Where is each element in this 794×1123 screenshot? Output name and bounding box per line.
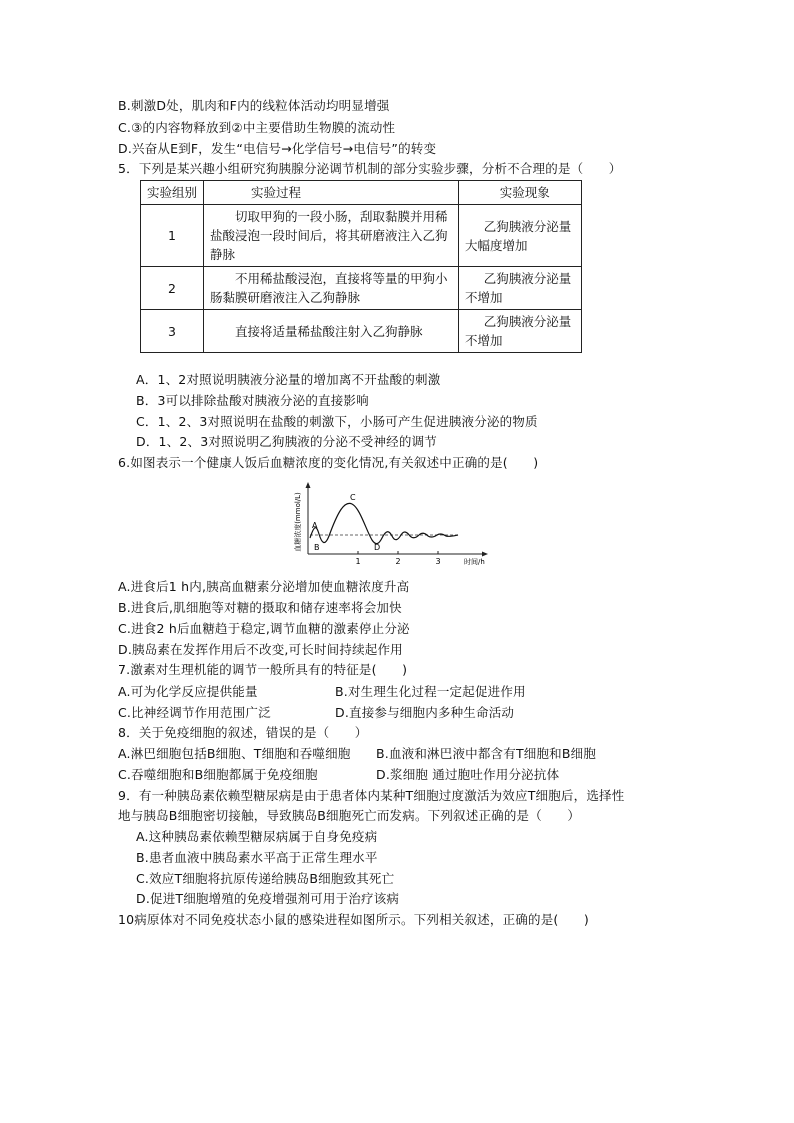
q7-stem: 7.激素对生理机能的调节一般所具有的特征是( ) — [118, 662, 408, 677]
q5-stem: 5．下列是某兴趣小组研究狗胰腺分泌调节机制的部分实验步骤，分析不合理的是（ ） — [118, 161, 622, 176]
q8-option-a: A.淋巴细胞包括B细胞、T细胞和吞噬细胞 — [118, 746, 351, 761]
q4-option-d: D.兴奋从E到F，发生“电信号→化学信号→电信号”的转变 — [118, 141, 437, 156]
q5-option-a: A．1、2对照说明胰液分泌量的增加离不开盐酸的刺激 — [136, 372, 441, 387]
q6-option-d: D.胰岛素在发挥作用后不改变,可长时间持续起作用 — [118, 642, 403, 657]
q8-option-c: C.吞噬细胞和B细胞都属于免疫细胞 — [118, 767, 318, 782]
q9-option-c: C.效应T细胞将抗原传递给胰岛B细胞致其死亡 — [136, 871, 395, 886]
q9-option-a: A.这种胰岛素依赖型糖尿病属于自身免疫病 — [136, 829, 378, 844]
q5-option-d: D．1、2、3对照说明乙狗胰液的分泌不受神经的调节 — [136, 434, 437, 449]
q6-option-c: C.进食2 h后血糖趋于稳定,调节血糖的激素停止分泌 — [118, 621, 410, 636]
q9-stem-line2: 地与胰岛B细胞密切接触，导致胰岛B细胞死亡而发病。下列叙述正确的是（ ） — [118, 808, 581, 823]
row-group: 3 — [141, 310, 204, 353]
glucose-curve — [310, 503, 458, 543]
header-group: 实验组别 — [141, 181, 204, 205]
q9-option-d: D.促进T细胞增殖的免疫增强剂可用于治疗该病 — [136, 891, 400, 906]
x-tick-label: 1 — [355, 557, 361, 566]
row-process: 切取甲狗的一段小肠，刮取黏膜并用稀盐酸浸泡一段时间后，将其研磨液注入乙狗静脉 — [204, 205, 459, 267]
row-process: 不用稀盐酸浸泡，直接将等量的甲狗小肠黏膜研磨液注入乙狗静脉 — [204, 267, 459, 310]
header-process: 实验过程 — [204, 181, 459, 205]
q4-option-b: B.刺激D处，肌肉和F内的线粒体活动均明显增强 — [118, 98, 390, 113]
row-result: 乙狗胰液分泌量大幅度增加 — [459, 205, 582, 267]
y-axis-arrow — [306, 482, 311, 488]
q8-stem: 8．关于免疫细胞的叙述，错误的是（ ） — [118, 725, 368, 740]
point-d-label: D — [374, 543, 381, 552]
q9-stem-line1: 9．有一种胰岛素依赖型糖尿病是由于患者体内某种T细胞过度激活为效应T细胞后，选择性 — [118, 788, 625, 803]
row-group: 1 — [141, 205, 204, 267]
q7-option-c: C.比神经调节作用范围广泛 — [118, 705, 271, 720]
row-group: 2 — [141, 267, 204, 310]
q4-option-c: C.③的内容物释放到②中主要借助生物膜的流动性 — [118, 120, 396, 135]
q7-option-b: B.对生理生化过程一定起促进作用 — [335, 684, 526, 699]
q8-option-b: B.血液和淋巴液中都含有T细胞和B细胞 — [376, 746, 597, 761]
x-axis-arrow — [482, 552, 488, 557]
q7-option-a: A.可为化学反应提供能量 — [118, 684, 258, 699]
table-header-row — [141, 181, 582, 205]
row-process: 直接将适量稀盐酸注射入乙狗静脉 — [204, 310, 459, 353]
table-row — [141, 205, 582, 267]
table-row — [141, 310, 582, 353]
point-c-label: C — [350, 493, 356, 502]
row-result: 乙狗胰液分泌量不增加 — [459, 310, 582, 353]
q6-stem: 6.如图表示一个健康人饭后血糖浓度的变化情况,有关叙述中正确的是( ) — [118, 455, 539, 470]
q7-option-d: D.直接参与细胞内多种生命活动 — [335, 705, 515, 720]
x-tick-label: 3 — [435, 557, 441, 566]
blood-glucose-chart — [292, 478, 492, 570]
q5-option-b: B．3可以排除盐酸对胰液分泌的直接影响 — [136, 393, 369, 408]
point-a-label: A — [312, 521, 318, 530]
table-row — [141, 267, 582, 310]
point-b-label: B — [314, 543, 320, 552]
q5-option-c: C．1、2、3对照说明在盐酸的刺激下，小肠可产生促进胰液分泌的物质 — [136, 414, 538, 429]
x-axis-label: 时间/h — [464, 558, 485, 566]
header-result: 实验现象 — [459, 181, 582, 205]
q6-option-a: A.进食后1 h内,胰高血糖素分泌增加使血糖浓度升高 — [118, 579, 410, 594]
q5-experiment-table — [140, 180, 582, 353]
q6-option-b: B.进食后,肌细胞等对糖的摄取和储存速率将会加快 — [118, 600, 402, 615]
x-tick-label: 2 — [395, 557, 401, 566]
y-axis-label: 血糖浓度(mmol/L) — [294, 492, 302, 552]
row-result: 乙狗胰液分泌量不增加 — [459, 267, 582, 310]
q10-stem: 10病原体对不同免疫状态小鼠的感染进程如图所示。下列相关叙述，正确的是( ) — [118, 912, 589, 927]
q9-option-b: B.患者血液中胰岛素水平高于正常生理水平 — [136, 850, 378, 865]
q8-option-d: D.浆细胞 通过胞吐作用分泌抗体 — [376, 767, 560, 782]
